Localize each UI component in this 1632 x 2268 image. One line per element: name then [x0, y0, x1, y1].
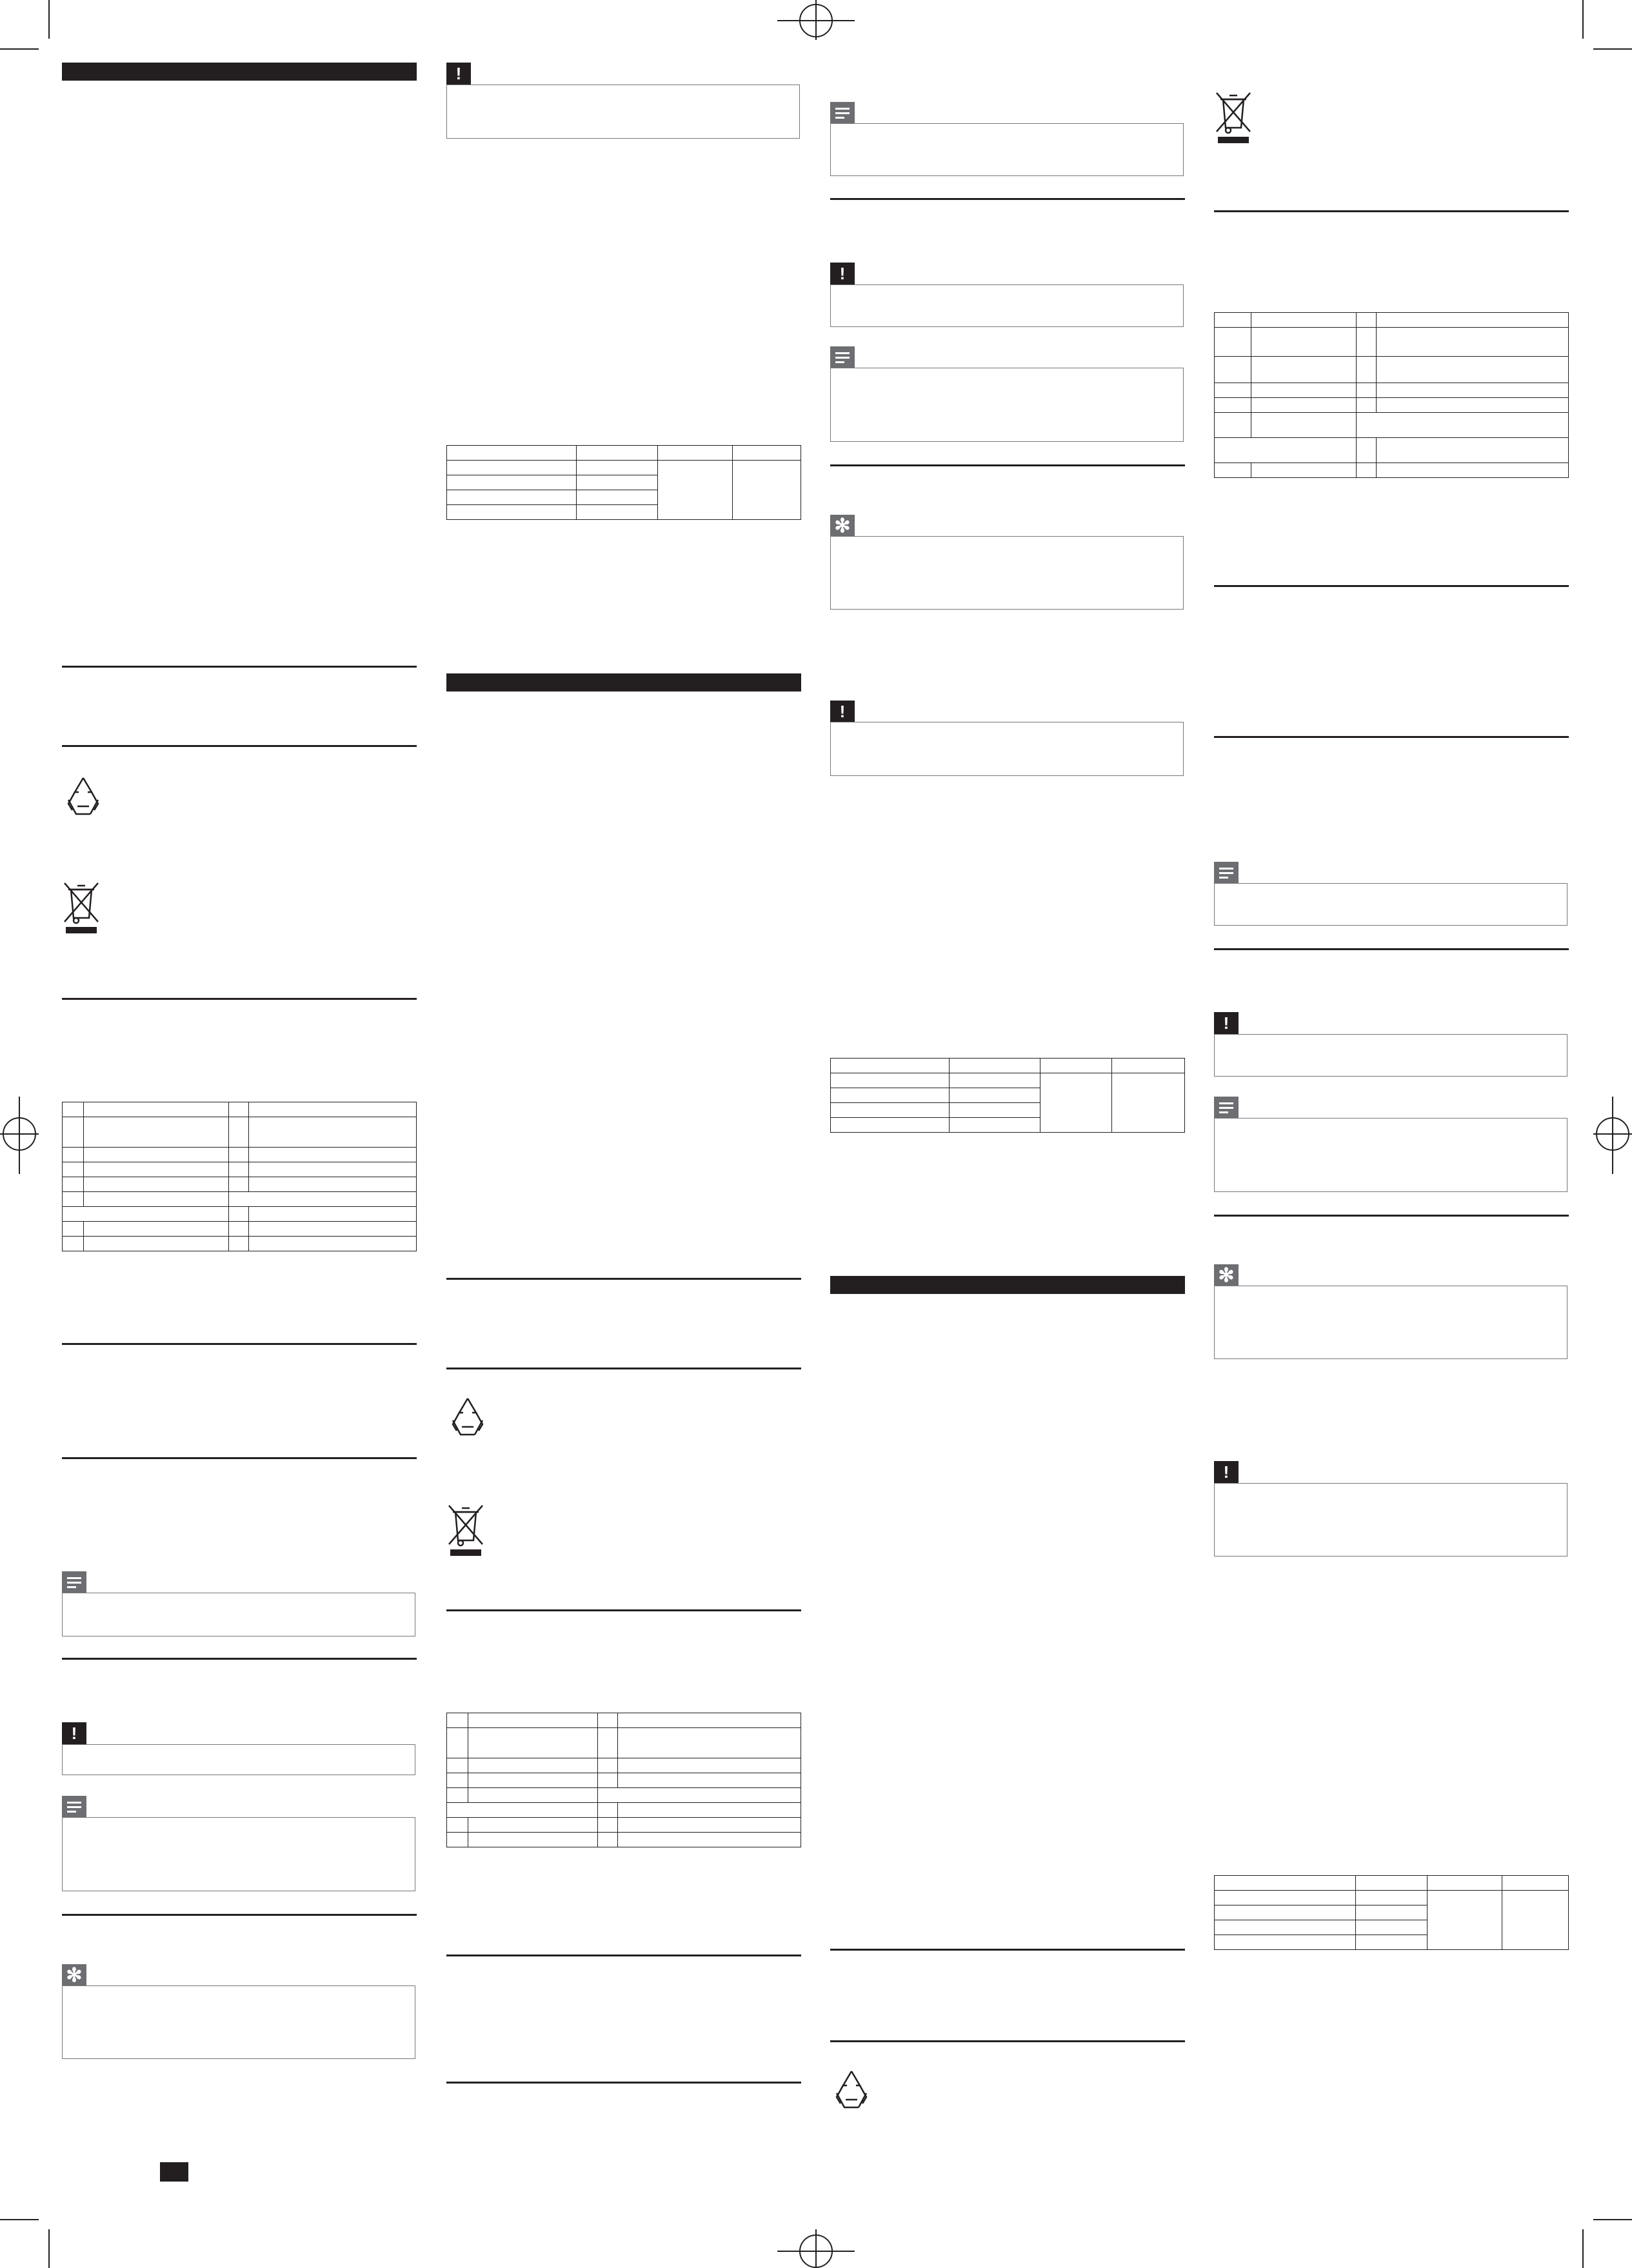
compatibility-table — [1214, 1875, 1569, 1950]
note-lines-icon — [62, 1796, 86, 1818]
tip-box — [62, 1985, 415, 2059]
note-lines-icon — [1214, 862, 1239, 884]
section-rule — [446, 1955, 801, 1956]
compatibility-table — [446, 445, 801, 520]
caution-box — [830, 722, 1184, 776]
section-rule — [1214, 948, 1569, 950]
section-heading-bar — [62, 63, 417, 81]
note-box — [62, 1593, 415, 1636]
crop-mark-top-left-h — [0, 48, 39, 50]
crossed-out-wheelie-bin-icon — [1214, 90, 1253, 148]
note-lines-icon — [1214, 1097, 1239, 1119]
crossed-out-wheelie-bin-icon — [62, 880, 101, 938]
crossed-out-wheelie-bin-icon — [446, 1503, 485, 1560]
exclamation-icon: ! — [830, 701, 855, 722]
tip-box — [1214, 1286, 1567, 1359]
exclamation-icon: ! — [830, 263, 855, 284]
section-rule — [62, 1343, 417, 1345]
section-rule — [446, 1609, 801, 1611]
section-rule — [62, 1457, 417, 1459]
crop-mark-bottom-left-v — [48, 2229, 50, 2268]
note-box — [1214, 883, 1567, 926]
column-1 — [62, 0, 417, 2268]
compatibility-table — [830, 1058, 1185, 1133]
note-box — [62, 1817, 415, 1891]
page-number-tab — [160, 2162, 188, 2182]
tip-box — [830, 536, 1184, 610]
section-rule — [62, 666, 417, 668]
asterisk-tip-icon: ✻ — [1214, 1264, 1239, 1286]
column-3 — [830, 0, 1185, 2268]
recycle-symbol-icon — [830, 2067, 873, 2113]
note-lines-icon — [62, 1571, 86, 1593]
note-lines-icon — [830, 102, 855, 124]
section-rule — [62, 1658, 417, 1660]
asterisk-tip-icon: ✻ — [830, 515, 855, 537]
specification-table — [62, 1102, 417, 1251]
section-rule — [1214, 585, 1569, 587]
section-rule — [62, 998, 417, 1000]
section-rule — [1214, 1215, 1569, 1217]
crop-mark-top-right-h — [1593, 48, 1632, 50]
caution-box — [62, 1744, 415, 1775]
exclamation-icon: ! — [1214, 1461, 1239, 1483]
section-rule — [830, 198, 1185, 200]
crop-mark-top-left-v — [48, 0, 50, 39]
exclamation-icon: ! — [62, 1722, 86, 1744]
specification-table — [1214, 312, 1569, 478]
note-lines-icon — [830, 346, 855, 368]
caution-box — [830, 284, 1184, 327]
section-rule — [830, 1949, 1185, 1951]
column-4 — [1214, 0, 1569, 2268]
section-heading-bar — [830, 1276, 1185, 1294]
exclamation-icon: ! — [446, 63, 471, 85]
caution-box — [446, 85, 800, 139]
section-rule — [1214, 210, 1569, 212]
crop-mark-bottom-right-h — [1593, 2219, 1632, 2220]
note-box — [830, 123, 1184, 176]
section-rule — [446, 2082, 801, 2084]
recycle-symbol-icon — [446, 1395, 489, 1440]
section-rule — [62, 745, 417, 747]
caution-box — [1214, 1483, 1567, 1557]
section-rule — [830, 2040, 1185, 2042]
caution-box — [1214, 1034, 1567, 1077]
section-rule — [446, 1368, 801, 1369]
exclamation-icon: ! — [1214, 1012, 1239, 1034]
section-heading-bar — [446, 673, 801, 691]
column-2 — [446, 0, 801, 2268]
crop-mark-bottom-left-h — [0, 2219, 39, 2220]
section-rule — [830, 464, 1185, 466]
note-box — [1214, 1118, 1567, 1192]
specification-table — [446, 1713, 801, 1847]
crop-mark-top-right-v — [1582, 0, 1584, 39]
section-rule — [62, 1914, 417, 1916]
section-rule — [1214, 736, 1569, 738]
crop-mark-bottom-right-v — [1582, 2229, 1584, 2268]
section-rule — [446, 1278, 801, 1280]
note-box — [830, 368, 1184, 442]
asterisk-tip-icon: ✻ — [62, 1964, 86, 1986]
recycle-symbol-icon — [62, 774, 104, 820]
